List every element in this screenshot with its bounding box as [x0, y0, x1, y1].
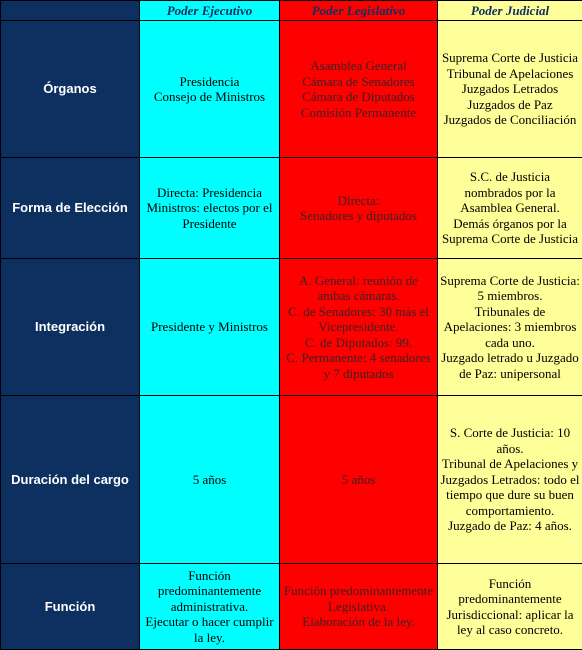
cell-text: S. Corte de Justicia: 10 años.	[440, 425, 580, 456]
cell-text: Presidente y Ministros	[142, 319, 277, 335]
row-header-forma-eleccion: Forma de Elección	[1, 158, 140, 259]
cell-text: 5 años	[142, 472, 277, 488]
column-header-judicial: Poder Judicial	[438, 1, 582, 21]
column-header-legislativo: Poder Legislativo	[280, 1, 438, 21]
cell-eleccion-legislativo	[280, 158, 438, 259]
cell-text: Consejo de Ministros	[142, 89, 277, 105]
cell-text: Senadores y diputados	[282, 208, 435, 224]
cell-organos-legislativo	[280, 21, 438, 158]
cell-text: Suprema Corte de Justicia	[440, 50, 580, 66]
cell-integracion-judicial	[438, 259, 582, 396]
row-header-duracion: Duración del cargo	[1, 396, 140, 564]
cell-text: S.C. de Justicia nombrados por la Asamblea General.	[440, 169, 580, 216]
cell-text: Tribunal de Apelaciones y Juzgados Letrados: todo el tiempo que dure su buen comportamiento.	[440, 456, 580, 518]
cell-text: A. General: reunión de ambas cámaras.	[282, 273, 435, 304]
cell-text: Juzgado letrado u Juzgado de Paz: unipersonal	[440, 350, 580, 381]
cell-text: Juzgado de Paz: 4 años.	[440, 518, 580, 534]
cell-text: Tribunal de Apelaciones	[440, 66, 580, 82]
cell-text: Tribunales de Apelaciones: 3 miembros cada uno.	[440, 304, 580, 351]
cell-eleccion-judicial	[438, 158, 582, 259]
row-header-integracion: Integración	[1, 259, 140, 396]
cell-text: C. Permanente: 4 senadores y 7 diputados	[282, 350, 435, 381]
cell-duracion-ejecutivo	[140, 396, 280, 564]
cell-text: Cámara de Senadores	[282, 74, 435, 90]
table-row-duracion	[1, 396, 582, 564]
cell-duracion-judicial	[438, 396, 582, 564]
cell-eleccion-ejecutivo	[140, 158, 280, 259]
cell-funcion-legislativo	[280, 564, 438, 650]
cell-text: Cámara de Diputados	[282, 89, 435, 105]
cell-text: Función predominantemente Jurisdiccional: aplicar la ley al caso concreto.	[440, 576, 580, 638]
cell-organos-judicial	[438, 21, 582, 158]
cell-funcion-judicial	[438, 564, 582, 650]
cell-text: Suprema Corte de Justicia: 5 miembros.	[440, 273, 580, 304]
cell-text: Demás órganos por la Suprema Corte de Justicia	[440, 216, 580, 247]
cell-text: Función predominantemente administrativa.	[142, 568, 277, 615]
cell-funcion-ejecutivo	[140, 564, 280, 650]
row-header-organos: Órganos	[1, 21, 140, 158]
cell-text: Ejecutar o hacer cumplir la ley.	[142, 614, 277, 645]
cell-text: Asamblea General	[282, 58, 435, 74]
cell-text: Comisión Permanente	[282, 105, 435, 121]
table-row-organos	[1, 21, 582, 158]
table-row-funcion	[1, 564, 582, 650]
cell-duracion-legislativo	[280, 396, 438, 564]
cell-text: Ministros: electos por el Presidente	[142, 200, 277, 231]
corner-cell	[1, 1, 140, 21]
cell-integracion-ejecutivo	[140, 259, 280, 396]
cell-text: Función predominantemente Legislativa.	[282, 583, 435, 614]
cell-text: 5 años	[282, 472, 435, 488]
cell-text: C. de Senadores: 30 más el Vicepresidente.	[282, 304, 435, 335]
row-header-funcion: Función	[1, 564, 140, 650]
table-row-forma-eleccion	[1, 158, 582, 259]
cell-text: Directa: Presidencia	[142, 185, 277, 201]
cell-text: Juzgados de Paz	[440, 97, 580, 113]
cell-text: Elaboración de la ley.	[282, 614, 435, 630]
column-header-ejecutivo: Poder Ejecutivo	[140, 1, 280, 21]
header-row	[1, 1, 582, 21]
cell-text: Juzgados de Conciliación	[440, 112, 580, 128]
cell-text: Presidencia	[142, 74, 277, 90]
cell-text: Directa:	[282, 193, 435, 209]
cell-integracion-legislativo	[280, 259, 438, 396]
cell-text: Juzgados Letrados	[440, 81, 580, 97]
table-row-integracion	[1, 259, 582, 396]
cell-text: C. de Diputados: 99.	[282, 335, 435, 351]
cell-organos-ejecutivo	[140, 21, 280, 158]
